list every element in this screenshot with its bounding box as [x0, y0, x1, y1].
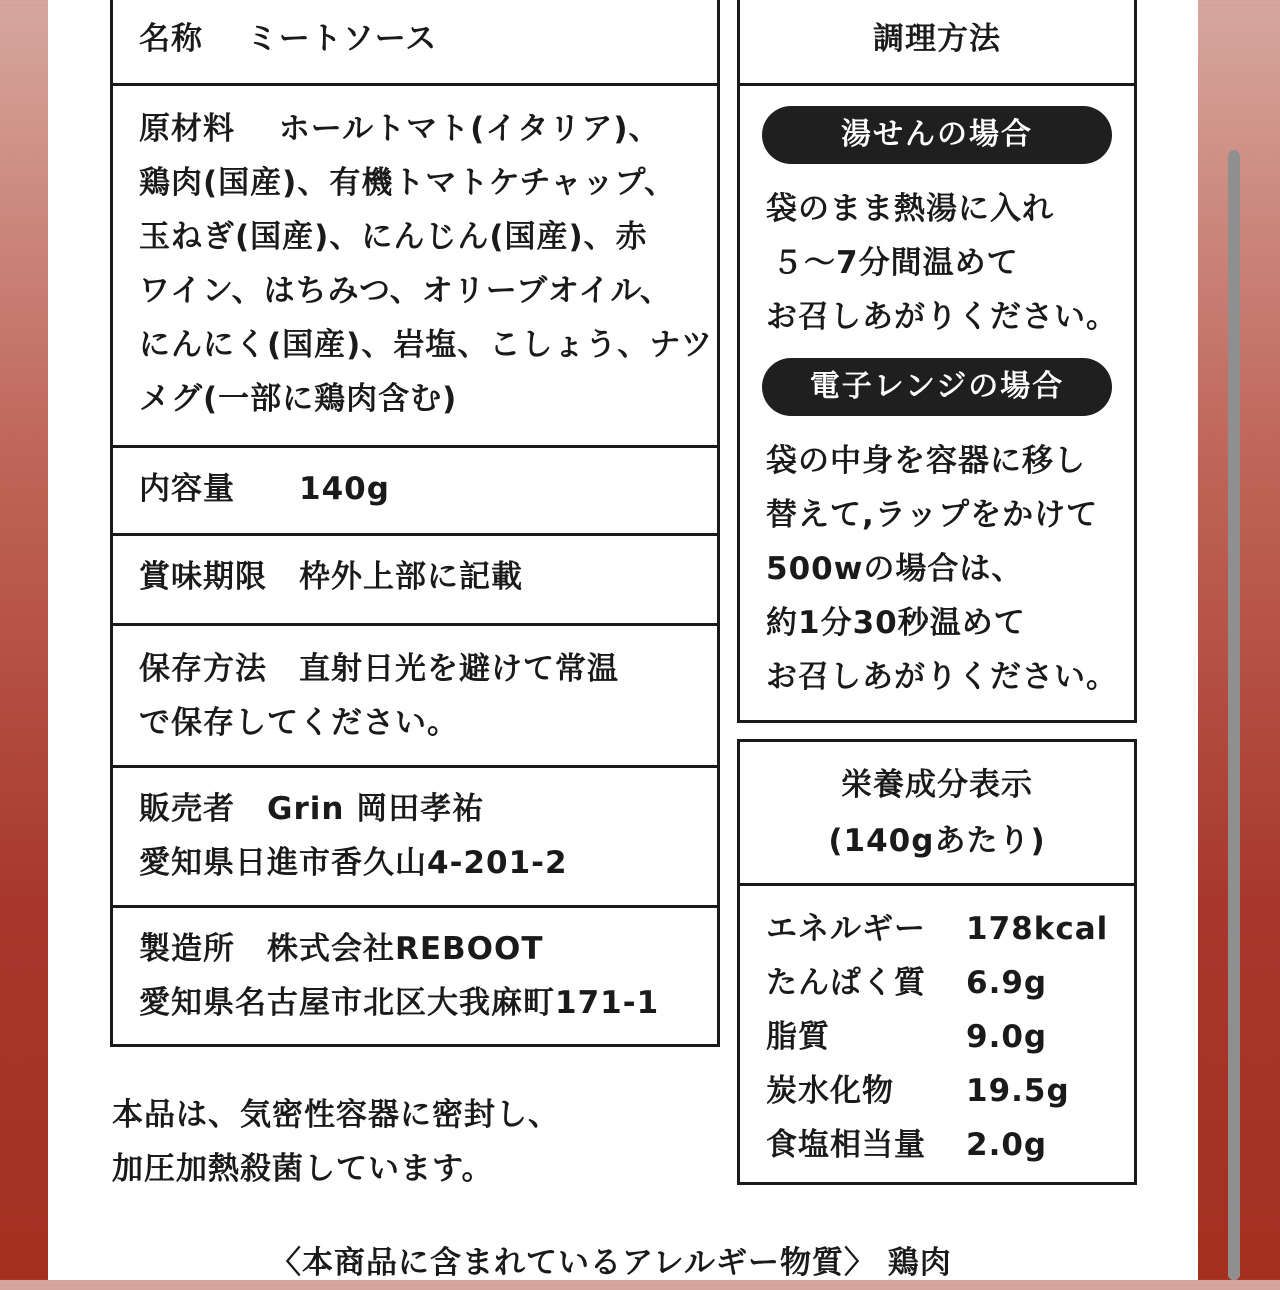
storage-line: で保存してください。 — [139, 705, 459, 741]
cooking-body — [740, 86, 1134, 720]
content-amount: 内容量 140g — [139, 471, 390, 507]
content-cell — [113, 448, 717, 536]
boil-line: ５〜7分間温めて — [772, 245, 1019, 281]
nutrition-value: 178kcal — [966, 911, 1109, 947]
nutrition-value: 19.5g — [966, 1073, 1070, 1109]
boil-line: 袋のまま熱湯に入れ — [766, 191, 1054, 227]
ingredients-line: にんにく(国産)、岩塩、こしょう、ナツ — [139, 327, 714, 363]
seller-line: 販売者 Grin 岡田孝祐 — [139, 791, 485, 827]
microwave-line: 替えて,ラップをかけて — [766, 497, 1099, 533]
nutrition-facts-box — [737, 739, 1137, 1185]
nutrition-title-cell — [740, 742, 1134, 886]
vertical-scrollbar[interactable] — [1228, 150, 1240, 1280]
expiry-date: 賞味期限 枠外上部に記載 — [139, 559, 523, 595]
product-name-cell — [113, 0, 717, 86]
manufacturer-line: 愛知県名古屋市北区大我麻町171-1 — [139, 985, 660, 1021]
microwave-line: 500wの場合は、 — [766, 551, 1024, 587]
boil-line: お召しあがりください。 — [766, 299, 1118, 335]
microwave-line: 袋の中身を容器に移し — [766, 443, 1086, 479]
cooking-method-box — [737, 0, 1137, 723]
nutrition-rows — [740, 886, 1134, 1182]
seller-line: 愛知県日進市香久山4-201-2 — [139, 845, 568, 881]
microwave-line: お召しあがりください。 — [766, 659, 1118, 695]
cooking-title-cell — [740, 0, 1134, 86]
nutrition-label: 脂質 — [766, 1019, 830, 1055]
allergen-note: 〈本商品に含まれているアレルギー物質〉 鶏肉 — [270, 1245, 952, 1281]
expiry-cell — [113, 536, 717, 626]
boil-method-pill: 湯せんの場合 — [762, 106, 1112, 164]
nutrition-value: 9.0g — [966, 1019, 1048, 1055]
microwave-line: 約1分30秒温めて — [766, 605, 1026, 641]
manufacturer-cell — [113, 908, 717, 1044]
sealed-note-line: 本品は、気密性容器に密封し、 — [112, 1097, 560, 1133]
scrollbar-thumb[interactable] — [1228, 150, 1240, 1280]
nutrition-label: 炭水化物 — [766, 1073, 894, 1109]
manufacturer-line: 製造所 株式会社REBOOT — [139, 931, 544, 967]
ingredients-line: 鶏肉(国産)、有機トマトケチャップ、 — [139, 165, 677, 201]
product-label-table — [110, 0, 720, 1047]
nutrition-title: 栄養成分表示 — [841, 767, 1033, 803]
storage-line: 保存方法 直射日光を避けて常温 — [139, 651, 619, 687]
product-name: 名称 ミートソース — [139, 21, 438, 57]
nutrition-value: 2.0g — [966, 1127, 1048, 1163]
nutrition-subtitle: (140gあたり) — [828, 823, 1046, 859]
ingredients-line: ワイン、はちみつ、オリーブオイル、 — [139, 273, 672, 309]
seller-cell — [113, 768, 717, 908]
nutrition-label: エネルギー — [766, 911, 926, 947]
nutrition-label: 食塩相当量 — [766, 1127, 926, 1163]
nutrition-value: 6.9g — [966, 965, 1048, 1001]
nutrition-label: たんぱく質 — [766, 965, 926, 1001]
ingredients-line: メグ(一部に鶏肉含む) — [139, 381, 458, 417]
cooking-title: 調理方法 — [873, 21, 1001, 57]
ingredients-cell — [113, 86, 717, 448]
ingredients-line: 玉ねぎ(国産)、にんじん(国産)、赤 — [139, 219, 648, 255]
ingredients-line: 原材料 ホールトマト(イタリア)、 — [139, 111, 661, 147]
microwave-method-pill: 電子レンジの場合 — [762, 358, 1112, 416]
storage-cell — [113, 626, 717, 768]
sealed-note-line: 加圧加熱殺菌しています。 — [112, 1151, 494, 1187]
